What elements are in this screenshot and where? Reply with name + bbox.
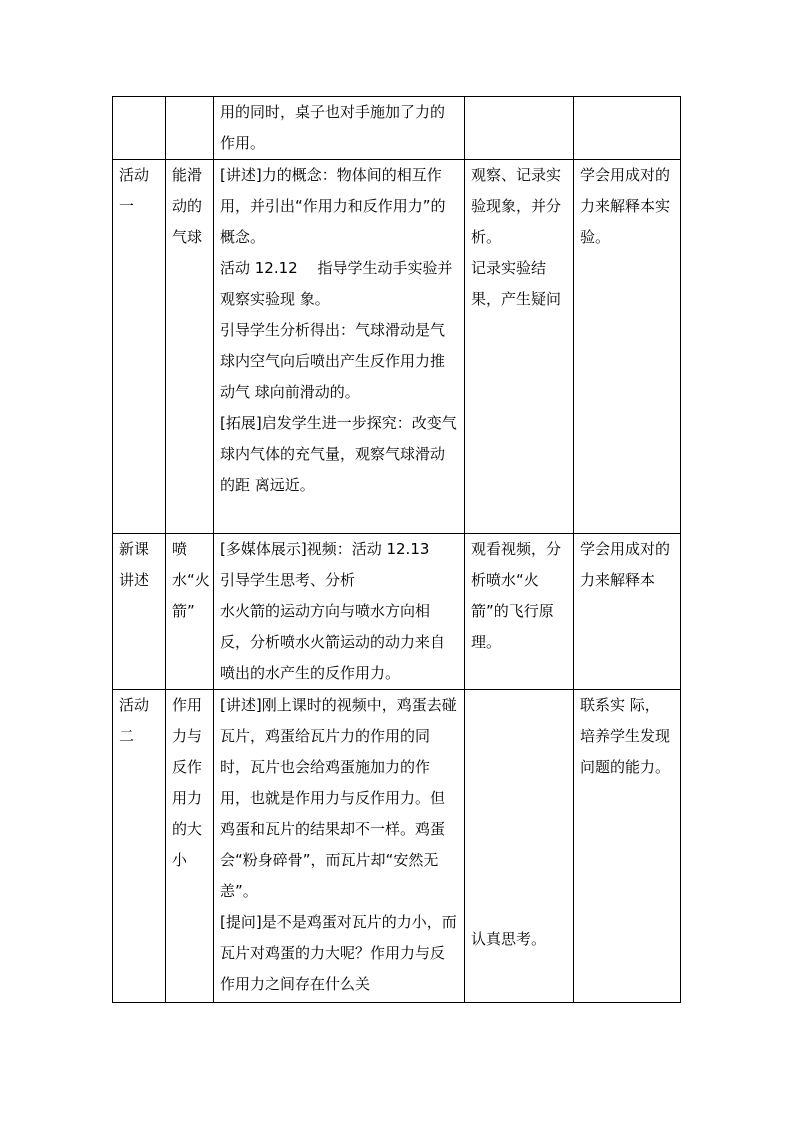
student-text: 观看视频，分析喷水“火箭”的飞行原理。 xyxy=(471,540,562,651)
lesson-plan-table xyxy=(112,96,681,1003)
student-activity-cell xyxy=(465,534,574,690)
goal-text: 联系实 际，培养学生发现问题的能力。 xyxy=(580,696,671,776)
goal-text: 学会用成对的力来解释本实验。 xyxy=(580,166,671,246)
student-text: 认真思考。 xyxy=(471,930,547,948)
stage-cell: 活动二 xyxy=(113,690,166,1003)
stage-cell: 新课讲述 xyxy=(113,534,166,690)
teacher-text: 引导学生分析得出：气球滑动是气 球内空气向后喷出产生反作用力推动气 球向前滑动的。 xyxy=(220,321,446,401)
topic-cell: 喷水“火箭” xyxy=(166,534,214,690)
design-intent-cell xyxy=(574,160,681,534)
stage-cell: 活动一 xyxy=(113,160,166,534)
teacher-text: [提问]是不是鸡蛋对瓦片的力小，而瓦片对鸡蛋的力大呢？作用力与反作用力之间存在什么关 xyxy=(220,913,457,993)
student-activity-cell xyxy=(465,97,574,160)
teacher-text: 活动 12.12 指导学生动手实验并观察实验现 象。 xyxy=(220,259,453,308)
design-intent-cell xyxy=(574,534,681,690)
table-row xyxy=(113,160,681,534)
table-row xyxy=(113,97,681,160)
goal-text: 学会用成对的力来解释本 xyxy=(580,540,671,589)
teacher-activity-cell xyxy=(214,690,465,1003)
topic-cell: 能滑动的气球 xyxy=(166,160,214,534)
topic-cell xyxy=(166,97,214,160)
table-row xyxy=(113,534,681,690)
design-intent-cell xyxy=(574,690,681,1003)
teacher-text: [拓展]启发学生进一步探究：改变气 球内气体的充气量，观察气球滑动的距 离远近。 xyxy=(220,414,457,494)
student-text: 观察、记录实 验现象，并分 析。 xyxy=(471,166,562,246)
student-activity-cell xyxy=(465,690,574,1003)
design-intent-cell xyxy=(574,97,681,160)
teacher-text: [讲述]刚上课时的视频中，鸡蛋去碰瓦片，鸡蛋给瓦片力的作用的同时，瓦片也会给鸡蛋施加力的作用，也就是作用力与反作用力。但鸡蛋和瓦片的结果却不一样。鸡蛋会“粉身碎骨”，而瓦片却“安然无恙”。 xyxy=(220,696,457,900)
teacher-activity-cell xyxy=(214,97,465,160)
table-row xyxy=(113,690,681,1003)
teacher-text: 用的同时，桌子也对手施加了力的作用。 xyxy=(220,103,446,152)
teacher-text: 引导学生思考、分析 xyxy=(220,571,356,589)
student-activity-cell xyxy=(465,160,574,534)
stage-cell xyxy=(113,97,166,160)
teacher-text: 水火箭的运动方向与喷水方向相反，分析喷水火箭运动的动力来自喷出的水产生的反作用力。 xyxy=(220,602,446,682)
teacher-activity-cell xyxy=(214,534,465,690)
teacher-text: [讲述]力的概念：物体间的相互作 用，并引出“作用力和反作用力”的概念。 xyxy=(220,166,446,246)
student-text: 记录实验结果，产生疑问 xyxy=(471,259,562,308)
topic-cell: 作用力与反作用力的大小 xyxy=(166,690,214,1003)
teacher-text: [多媒体展示]视频：活动 12.13 xyxy=(220,540,430,558)
teacher-activity-cell xyxy=(214,160,465,534)
